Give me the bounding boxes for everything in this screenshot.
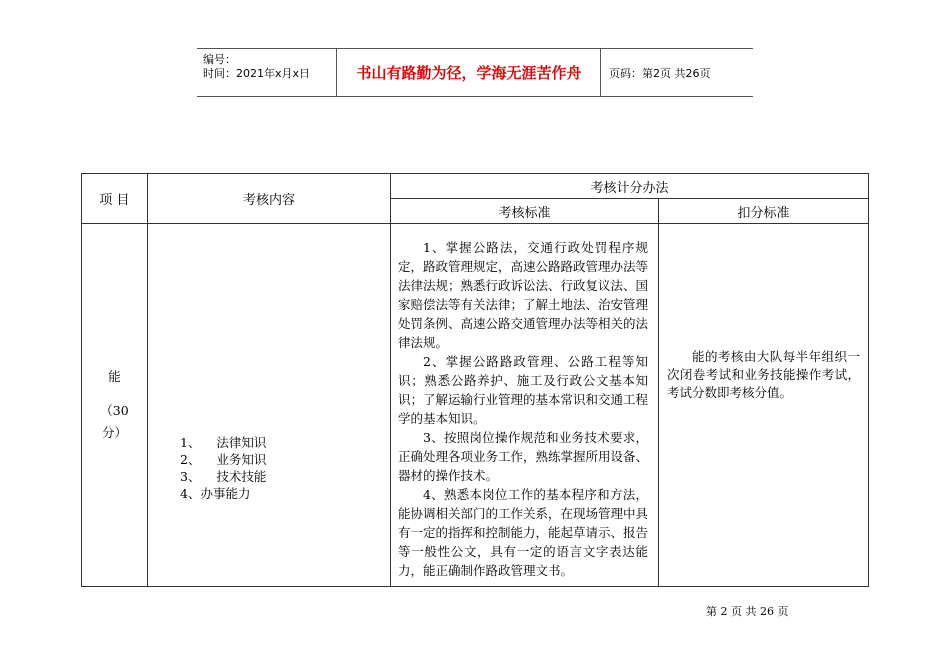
header-meta bbox=[197, 49, 337, 96]
standard-paragraph: 2、掌握公路路政管理、公路工程等知识；熟悉公路养护、施工及行政公文基本知识；了解运输行业管理的基本常识和交通工程学的基本知识。 bbox=[398, 354, 649, 426]
time-label: 时间：2021年x月x日 bbox=[203, 67, 311, 80]
project-line: 分） bbox=[101, 425, 127, 440]
content-list bbox=[180, 434, 390, 502]
project-line: 能 bbox=[108, 369, 121, 384]
content-cell bbox=[148, 224, 391, 587]
standard-cell bbox=[391, 224, 659, 587]
header-deduction: 扣分标准 bbox=[659, 199, 869, 224]
header-method: 考核计分办法 bbox=[391, 174, 869, 199]
assessment-table bbox=[81, 173, 869, 587]
motto: 书山有路勤为径，学海无涯苦作舟 bbox=[338, 49, 601, 96]
number-label: 编号： bbox=[203, 53, 236, 66]
header-content: 考核内容 bbox=[148, 174, 391, 224]
header-standard: 考核标准 bbox=[391, 199, 659, 224]
standard-paragraph: 3、按照岗位操作规范和业务技术要求，正确处理各项业务工作，熟练掌握所用设备、器材的操作技术。 bbox=[398, 430, 649, 483]
standard-paragraph: 4、熟悉本岗位工作的基本程序和方法，能协调相关部门的工作关系，在现场管理中具有一定的指挥和控制能力，能起草请示、报告等一般性公文，具有一定的语言文字表达能力，能正确制作路政管理文书。 bbox=[398, 487, 649, 578]
header-project: 项 目 bbox=[82, 174, 148, 224]
list-item: 3、 技术技能 bbox=[180, 469, 267, 484]
project-cell bbox=[82, 224, 148, 587]
page-header bbox=[197, 48, 753, 97]
list-item: 2、 业务知识 bbox=[180, 452, 267, 467]
list-item: 1、 法律知识 bbox=[180, 435, 267, 450]
page-footer: 第 2 页 共 26 页 bbox=[706, 605, 789, 618]
page-code: 页码：第2页 共26页 bbox=[609, 66, 711, 80]
project-line: （30 bbox=[100, 403, 129, 418]
table-row bbox=[82, 224, 869, 587]
deduction-cell: 能的考核由大队每半年组织一次闭卷考试和业务技能操作考试，考试分数即考核分值。 bbox=[659, 224, 869, 587]
standard-paragraph: 1、掌握公路法，交通行政处罚程序规定，路政管理规定，高速公路路政管理办法等法律法规；熟悉行政诉讼法、行政复议法、国家赔偿法等有关法律；了解土地法、治安管理处罚条例、高速公路交通管理办法等相关的法律法规。 bbox=[398, 240, 649, 350]
list-item: 4、办事能力 bbox=[180, 486, 251, 501]
